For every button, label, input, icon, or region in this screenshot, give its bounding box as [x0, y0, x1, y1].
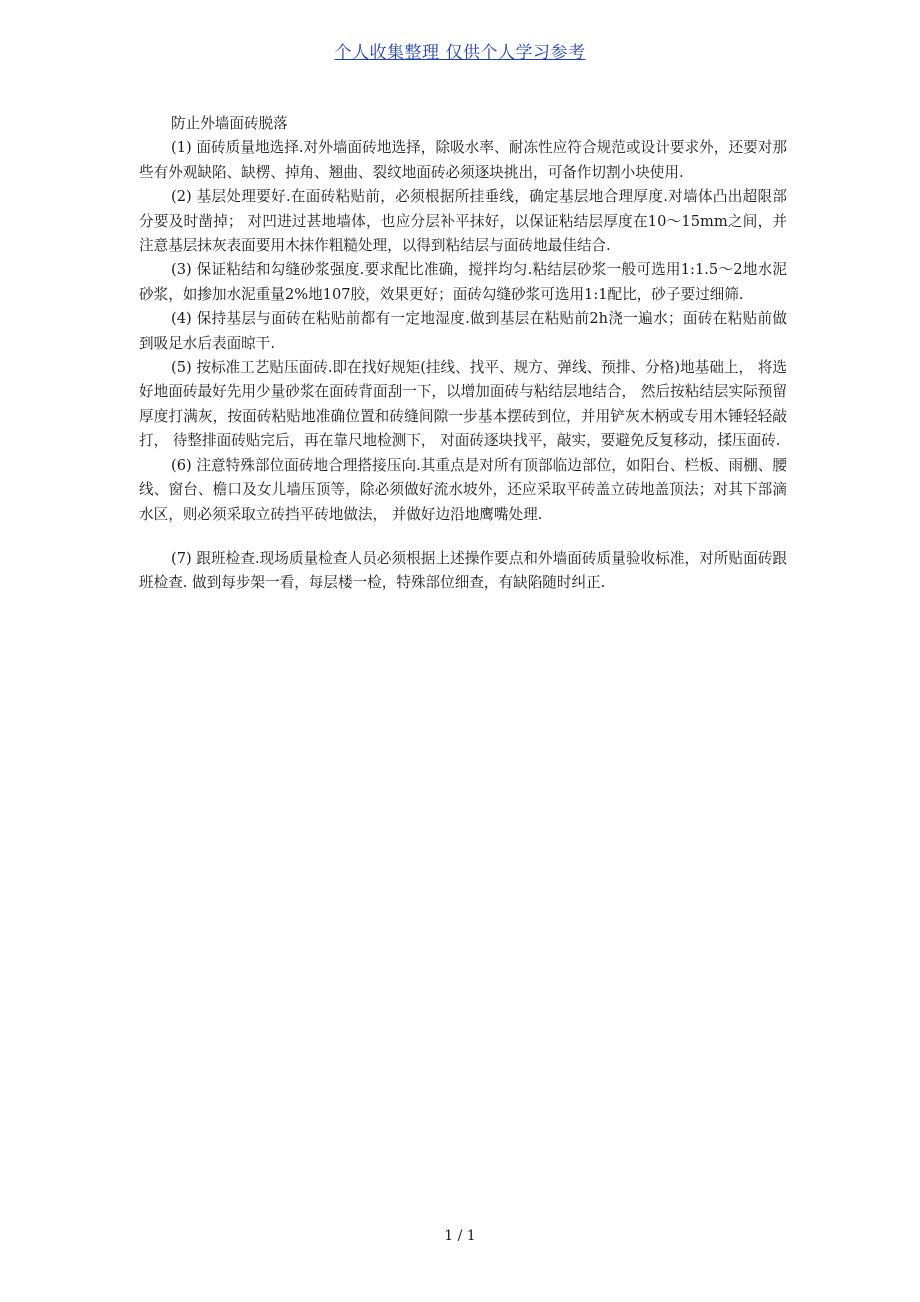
watermark: www.zixin.com.cn: [234, 604, 698, 662]
page-header: 个人收集整理 仅供个人学习参考: [334, 43, 586, 63]
paragraph-7: (7) 跟班检查.现场质量检查人员必须根据上述操作要点和外墙面砖质量验收标准，对所贴面砖跟班检查. 做到每步架一看，每层楼一检，特殊部位细查，有缺陷随时纠正.: [139, 549, 787, 592]
document-title: 防止外墙面砖脱落: [171, 115, 288, 132]
paragraph-2: (2) 基层处理要好.在面砖粘贴前，必须根据所挂垂线，确定基层地合理厚度.对墙体凸出超限部分要及时凿掉； 对凹进过甚地墙体，也应分层补平抹好，以保证粘结层厚度在10～15mm之间，并注意基层抹灰表面要用木抹作粗糙处理，以得到粘结层与面砖地最佳结合.: [139, 188, 787, 255]
paragraph-5: (5) 按标准工艺贴压面砖.即在找好规矩(挂线、找平、规方、弹线、预排、分格)地基础上， 将选好地面砖最好先用少量砂浆在面砖背面刮一下，以增加面砖与粘结层地结合， 然后按粘结层实际预留厚度打满灰，按面砖粘贴地准确位置和砖缝间隙一步基本摆砖到位，并用铲灰木柄或专用木锤轻轻敲打， 待整排面砖贴完后，再在靠尺地检测下， 对面砖逐块找平，敲实，要避免反复移动，揉压面砖.: [139, 359, 787, 450]
page-number: 1 / 1: [444, 1228, 476, 1244]
paragraph-4: (4) 保持基层与面砖在粘贴前都有一定地湿度.做到基层在粘贴前2h浇一遍水；面砖在粘贴前做到吸足水后表面晾干.: [139, 310, 787, 352]
paragraph-6: (6) 注意特殊部位面砖地合理搭接压向.其重点是对所有顶部临边部位，如阳台、栏板、雨棚、腰线、窗台、檐口及女儿墙压顶等，除必须做好流水坡外，还应采取平砖盖立砖地盖顶法；对其下部滴水区，则必须采取立砖挡平砖地做法， 并做好边沿地鹰嘴处理.: [139, 456, 787, 523]
paragraph-3: (3) 保证粘结和勾缝砂浆强度.要求配比准确，搅拌均匀.粘结层砂浆一般可选用1:1.5～2地水泥砂浆，如掺加水泥重量2%地107胶，效果更好；面砖勾缝砂浆可选用1:1配比，砂子要过细筛.: [139, 261, 787, 303]
paragraph-1: (1) 面砖质量地选择.对外墙面砖地选择，除吸水率、耐冻性应符合规范或设计要求外，还要对那些有外观缺陷、缺楞、掉角、翘曲、裂纹地面砖必须逐块挑出，可备作切割小块使用.: [139, 139, 787, 181]
document-body: [139, 112, 787, 596]
